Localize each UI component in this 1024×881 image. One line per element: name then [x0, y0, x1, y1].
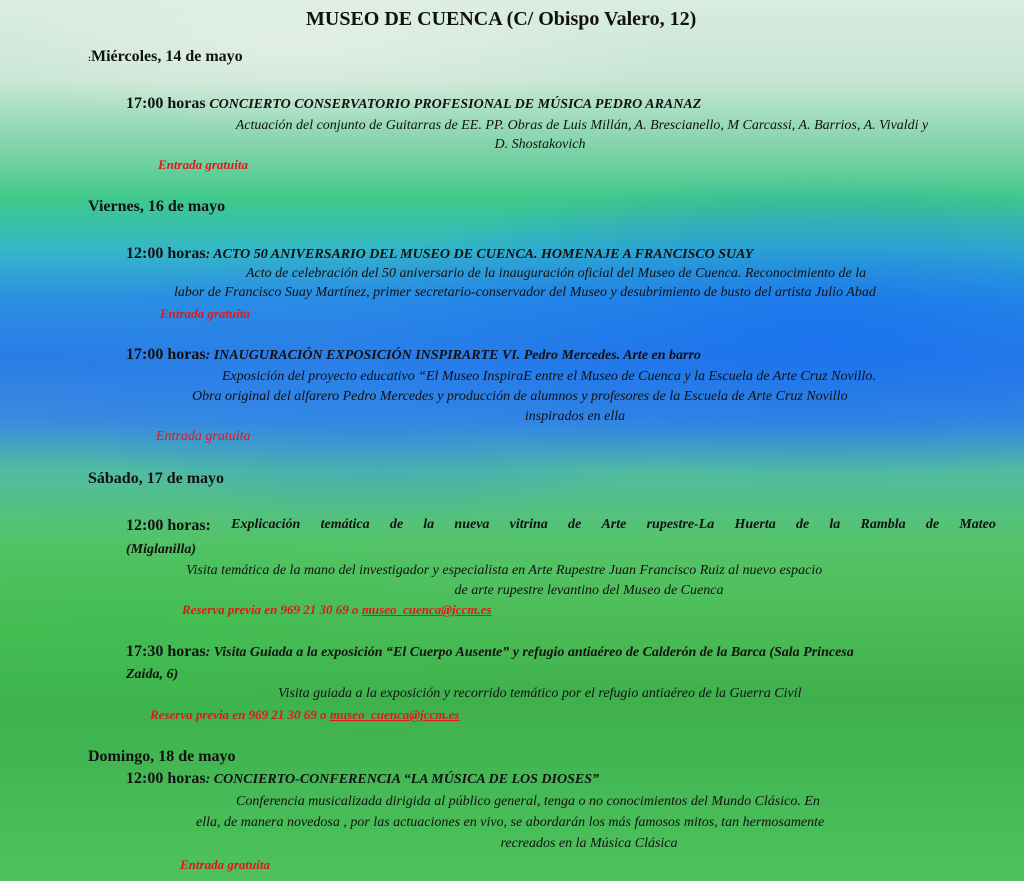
event-name: : INAUGURACIÓN EXPOSICIÓN INSPIRARTE VI. Pedro Mercedes. Arte en barro: [205, 348, 701, 363]
event-description-line: Actuación del conjunto de Guitarras de EE. PP. Obras de Luis Millán, A. Brescianello, M Carcassi, A. Barrios, A. Vivaldi y: [235, 118, 929, 133]
event-name-word: temática: [320, 517, 370, 532]
event-description-line: Acto de celebración del 50 aniversario de la inauguración oficial del Museo de Cuenca. Reconocimiento de la: [246, 266, 867, 281]
event-description-line: Visita temática de la mano del investigador y especialista en Arte Rupestre Juan Francisco Ruiz al nuevo espacio: [186, 563, 823, 578]
event-description-line: inspirados en ella: [524, 409, 626, 424]
reservation-text: Reserva previa en 969 21 30 69 o: [182, 602, 362, 617]
day-heading-miercoles: [88, 48, 243, 66]
day-heading-sabado: Sábado, 17 de mayo: [88, 470, 225, 487]
day-label: Miércoles, 14 de mayo: [91, 48, 243, 65]
event-description-line: Obra original del alfarero Pedro Mercedes y producción de alumnos y profesores de la Escuela de Arte Cruz Novillo: [192, 389, 848, 404]
entry-label: Entrada gratuita: [158, 157, 248, 172]
event-description-line: D. Shostakovich: [494, 137, 586, 152]
event-name: : ACTO 50 ANIVERSARIO DEL MUSEO DE CUENCA. HOMENAJE A FRANCISCO SUAY: [205, 247, 754, 262]
event-name-word: de: [795, 517, 810, 532]
event-title-line: [126, 666, 178, 683]
event-name-word: de: [389, 517, 404, 532]
event-time: 17:00 horas: [126, 346, 206, 363]
event-title-line: [126, 770, 599, 788]
event-name-word: vitrina: [509, 517, 548, 532]
event-title-line: [126, 95, 701, 113]
entry-label: Entrada gratuita: [180, 857, 270, 872]
event-title-line: [126, 643, 854, 661]
event-name: : Visita Guiada a la exposición “El Cuerpo Ausente” y refugio antiaéreo de Calderón de la Barca (Sala Princesa: [205, 645, 854, 660]
event-name-word: nueva: [454, 517, 490, 532]
reservation-line: [150, 707, 459, 723]
event-name-word: la: [829, 517, 841, 532]
event-title-line: [126, 245, 753, 263]
event-name-word: rupestre-La: [646, 517, 715, 532]
event-name-word: Rambla: [860, 517, 906, 532]
event-time: 12:00 horas:: [126, 517, 211, 534]
event-title-line: [126, 346, 701, 364]
event-time: 17:30 horas: [126, 643, 206, 660]
event-time: 12:00 horas: [126, 245, 206, 262]
entry-label: Entrada gratuita: [160, 306, 250, 321]
day-prefix: :: [88, 53, 91, 63]
event-time: 17:00 horas: [126, 95, 206, 112]
event-name: (Miglanilla): [126, 542, 197, 557]
event-name-word: de: [568, 517, 582, 532]
page-title: MUSEO DE CUENCA (C/ Obispo Valero, 12): [306, 8, 697, 30]
event-name-word: de: [925, 517, 940, 532]
email-link[interactable]: museo_cuenca@jccm.es: [329, 707, 460, 722]
event-description-line: Exposición del proyecto educativo “El Museo InspiraE entre el Museo de Cuenca y la Escuela de Arte Cruz Novillo.: [222, 369, 876, 384]
event-name-word: Huerta: [734, 517, 776, 532]
event-description-line: labor de Francisco Suay Martínez, primer secretario-conservador del Museo y desubrimiento de busto del artista Julio Abad: [174, 285, 876, 300]
entry-label: Entrada gratuita: [156, 429, 251, 444]
event-description-line: de arte rupestre levantino del Museo de Cuenca: [454, 583, 724, 598]
event-name: Zaida, 6): [126, 667, 179, 682]
event-description-line: Conferencia musicalizada dirigida al público general, tenga o no conocimientos del Mundo Clásico. En: [236, 794, 820, 809]
event-title-line-justified: [126, 517, 996, 535]
event-name-word: Explicación: [231, 517, 301, 532]
event-description-line: recreados en la Música Clásica: [500, 836, 678, 851]
event-name-word: Arte: [601, 517, 627, 532]
event-name-word: la: [423, 517, 435, 532]
event-description-line: ella, de manera novedosa , por las actuaciones en vivo, se abordarán los más famosos mitos, tan hermosamente: [196, 815, 825, 830]
event-title-line: [126, 541, 196, 558]
event-name-word: Mateo: [959, 517, 996, 532]
event-time: 12:00 horas: [126, 770, 206, 787]
day-heading-domingo: Domingo, 18 de mayo: [88, 748, 236, 765]
event-name: CONCIERTO CONSERVATORIO PROFESIONAL DE MÚSICA PEDRO ARANAZ: [209, 97, 702, 112]
day-heading-viernes: Viernes, 16 de mayo: [88, 198, 226, 215]
reservation-text: Reserva previa en 969 21 30 69 o: [150, 707, 330, 722]
event-description-line: Visita guiada a la exposición y recorrido temático por el refugio antiaéreo de la Guerra Civil: [278, 686, 802, 701]
event-name: : CONCIERTO-CONFERENCIA “LA MÚSICA DE LOS DIOSES”: [205, 772, 599, 787]
email-link[interactable]: museo_cuenca@jccm.es: [361, 602, 492, 617]
reservation-line: [182, 602, 491, 618]
